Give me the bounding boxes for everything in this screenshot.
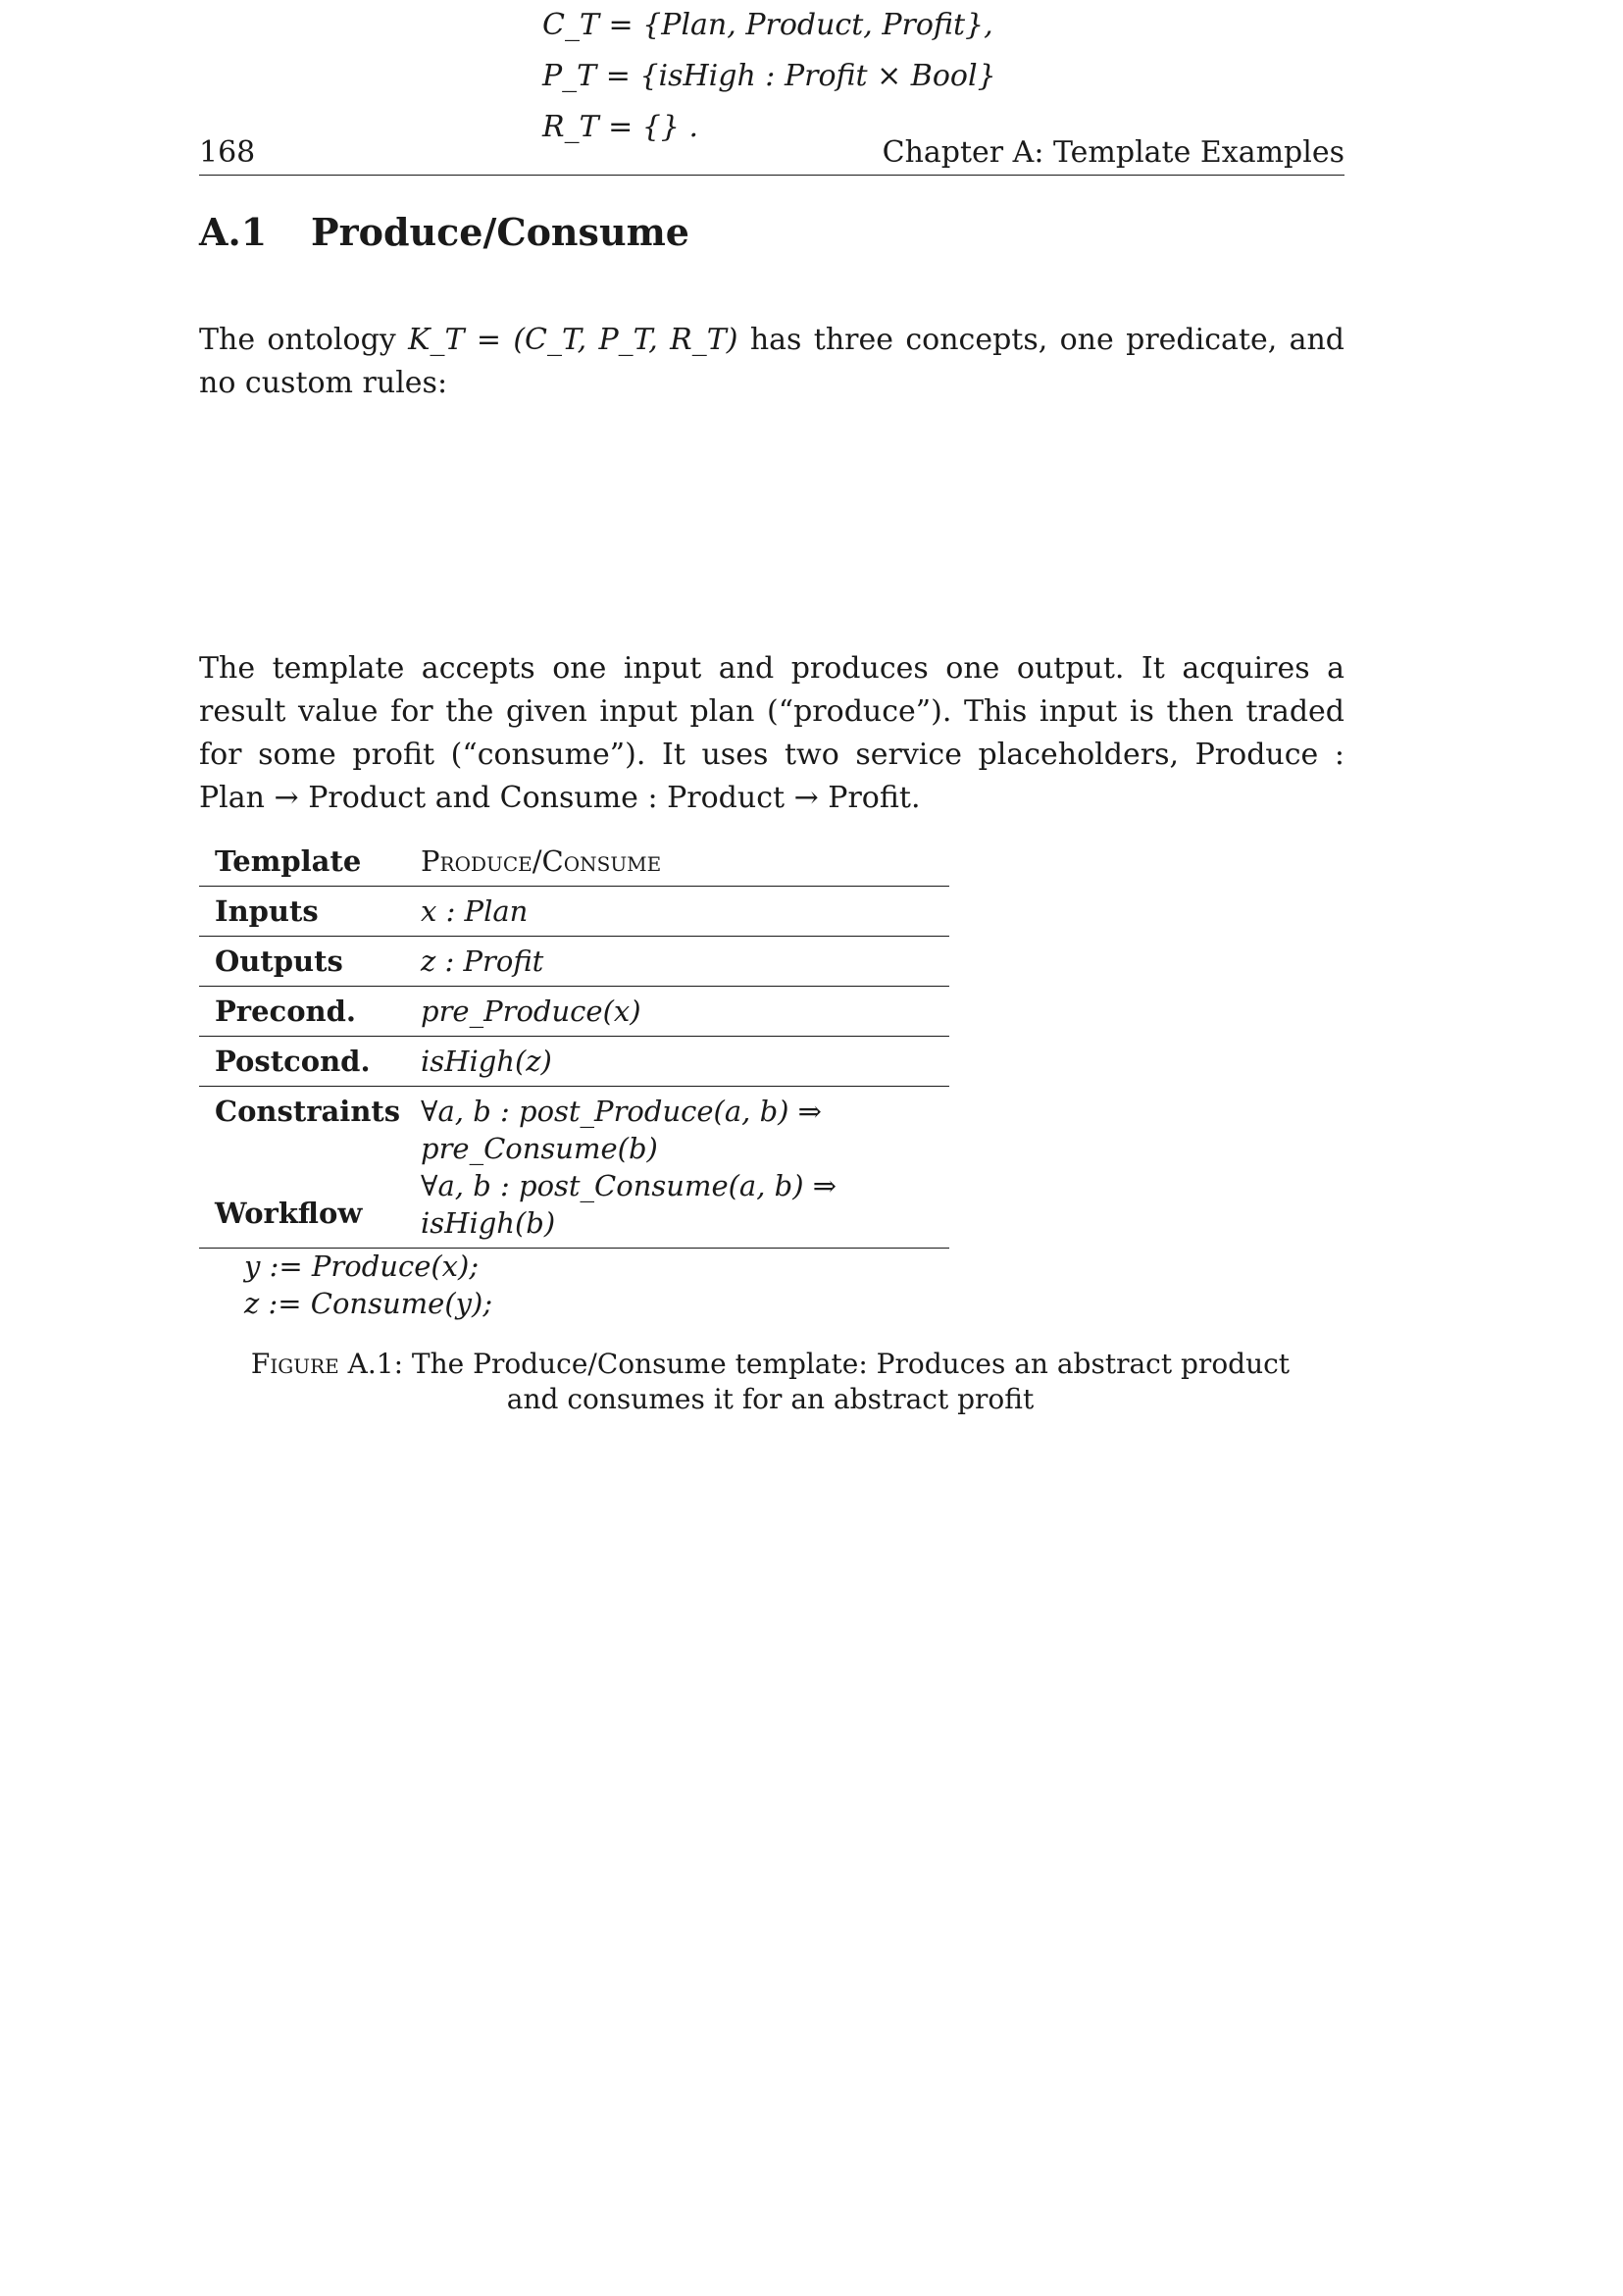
chapter-title: Chapter A: Template Examples xyxy=(882,135,1344,170)
ontology-expression: K_T = (C_T, P_T, R_T) xyxy=(408,323,738,357)
row-value: z : Profit xyxy=(405,937,949,987)
table-row xyxy=(199,987,949,1037)
table-row xyxy=(199,937,949,987)
section-title: Produce/Consume xyxy=(311,210,689,254)
math-line-concepts: C_T = {Plan, Product, Profit}, xyxy=(542,8,993,42)
consume-signature: Consume : Product → Profit xyxy=(499,781,911,815)
row-value: isHigh(z) xyxy=(405,1037,949,1087)
text-run: The ontology xyxy=(199,323,409,357)
table-row xyxy=(199,837,949,887)
text-run: and xyxy=(426,781,500,815)
row-value xyxy=(405,1087,949,1249)
workflow-label: Workflow xyxy=(215,1197,363,1230)
text-run: . xyxy=(910,781,921,815)
section-number: A.1 xyxy=(199,210,268,254)
math-line-rules: R_T = {} . xyxy=(542,110,699,144)
table-row xyxy=(199,1037,949,1087)
row-key: Constraints xyxy=(199,1087,405,1249)
paragraph-ontology xyxy=(199,319,1344,405)
row-value: x : Plan xyxy=(405,887,949,937)
section-heading xyxy=(199,210,689,254)
row-value: Produce/Consume xyxy=(405,837,949,887)
caption-text: The Produce/Consume template: Produces an abstract product and consumes it for an abstract profit xyxy=(411,1348,1291,1415)
row-value: pre_Produce(x) xyxy=(405,987,949,1037)
figure-caption xyxy=(248,1347,1293,1417)
row-key: Outputs xyxy=(199,937,405,987)
workflow-line: z := Consume(y); xyxy=(244,1287,493,1320)
text-run: The template accepts one input and produces one output. It acquires a result value for the given input plan (“produce”). This input is then traded for some profit (“consume”). It uses two service placeholders, xyxy=(199,651,1344,772)
row-key: Inputs xyxy=(199,887,405,937)
paragraph-template xyxy=(199,647,1344,820)
template-table xyxy=(199,837,949,1249)
caption-label: Figure A.1: xyxy=(250,1348,404,1380)
math-line-predicates: P_T = {isHigh : Profit × Bool} xyxy=(542,59,996,93)
produce-signature: Produce : Plan → Product xyxy=(199,738,1344,815)
constraint-line: ∀a, b : post_Produce(a, b) ⇒ pre_Consume(b) xyxy=(421,1095,822,1165)
table-row xyxy=(199,887,949,937)
workflow-code xyxy=(244,1248,492,1322)
workflow-line: y := Produce(x); xyxy=(244,1250,480,1283)
page-number: 168 xyxy=(199,135,256,170)
constraint-line: ∀a, b : post_Consume(a, b) ⇒ isHigh(b) xyxy=(421,1169,837,1240)
row-key: Postcond. xyxy=(199,1037,405,1087)
row-key: Precond. xyxy=(199,987,405,1037)
ontology-definition xyxy=(542,0,996,153)
text-run: has three concepts, one predicate, and no custom rules: xyxy=(199,323,1344,400)
row-key: Template xyxy=(199,837,405,887)
